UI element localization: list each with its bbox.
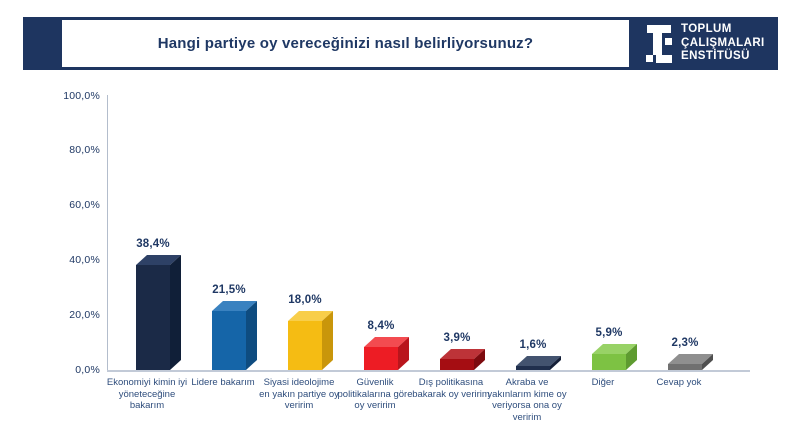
bar-front-face bbox=[364, 347, 398, 370]
bar-front-face bbox=[516, 366, 550, 370]
category-label: Diğer bbox=[591, 377, 615, 388]
category-label: Siyasi ideolojime en yakın partiye oy veririm bbox=[259, 377, 339, 411]
y-tick-label: 60,0% bbox=[69, 199, 100, 212]
logo-line-1: TOPLUM bbox=[681, 23, 732, 36]
category-label: Akraba ve yakınlarım kime oy veriyorsa ona oy veririm bbox=[487, 377, 567, 423]
bar-front-face bbox=[668, 364, 702, 370]
value-label: 5,9% bbox=[595, 326, 623, 339]
bar bbox=[592, 354, 637, 370]
value-label: 38,4% bbox=[136, 237, 170, 250]
bar bbox=[516, 366, 561, 370]
bar bbox=[288, 321, 333, 370]
value-label: 1,6% bbox=[519, 338, 547, 351]
category-label: Ekonomiyi kimin iyi yöneteceğine bakarım bbox=[106, 377, 188, 411]
y-axis bbox=[107, 95, 108, 371]
y-tick-label: 0,0% bbox=[75, 363, 100, 376]
value-label: 2,3% bbox=[671, 336, 699, 349]
bar-side-face bbox=[322, 311, 333, 370]
bar bbox=[212, 311, 257, 370]
bar-front-face bbox=[212, 311, 246, 370]
value-label: 18,0% bbox=[288, 293, 322, 306]
bar-front-face bbox=[288, 321, 322, 370]
bar bbox=[668, 364, 713, 370]
value-label: 8,4% bbox=[367, 319, 395, 332]
value-label: 3,9% bbox=[443, 332, 471, 345]
bar-front-face bbox=[592, 354, 626, 370]
x-axis bbox=[107, 370, 750, 372]
category-label: Güvenlik politikalarına göre oy veririm bbox=[337, 377, 413, 411]
y-tick-label: 100,0% bbox=[63, 89, 100, 102]
y-tick-label: 40,0% bbox=[69, 253, 100, 266]
logo-line-3: ENSTİTÜSÜ bbox=[681, 50, 750, 63]
y-tick-label: 20,0% bbox=[69, 308, 100, 321]
category-label: Cevap yok bbox=[656, 377, 702, 388]
bar-front-face bbox=[440, 359, 474, 370]
bar bbox=[364, 347, 409, 370]
value-label: 21,5% bbox=[212, 284, 246, 297]
logo-line-2: ÇALIŞMALARI bbox=[681, 36, 765, 49]
bar-side-face bbox=[170, 255, 181, 370]
bar bbox=[440, 359, 485, 370]
bar-side-face bbox=[246, 301, 257, 370]
y-tick-label: 80,0% bbox=[69, 144, 100, 157]
category-label: Lidere bakarım bbox=[191, 377, 255, 388]
bar-front-face bbox=[136, 265, 170, 370]
bar bbox=[136, 265, 181, 370]
category-label: Dış politikasına bakarak oy veririm bbox=[412, 377, 490, 400]
page-title: Hangi partiye oy vereceğinizi nasıl belirliyorsunuz? bbox=[157, 35, 534, 52]
